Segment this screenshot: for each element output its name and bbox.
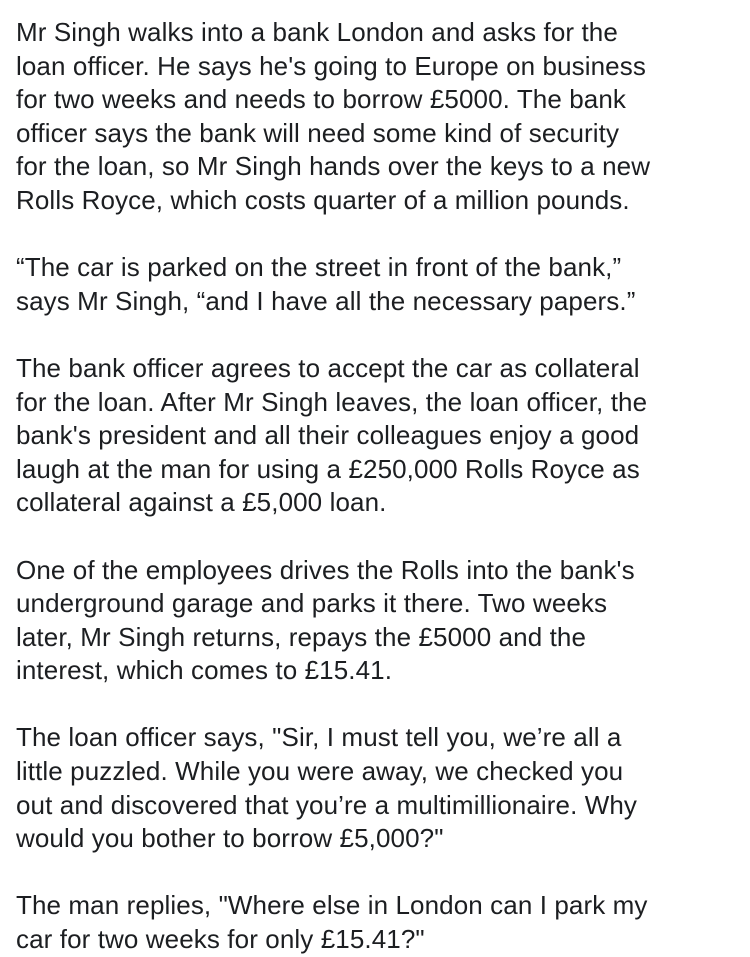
text-line: would you bother to borrow £5,000?" <box>16 823 444 854</box>
text-line: out and discovered that you’re a multimillionaire. Why <box>16 789 638 820</box>
text-line: collateral against a £5,000 loan. <box>16 487 387 518</box>
text-line: Rolls Royce, which costs quarter of a million pounds. <box>16 184 630 215</box>
text-line: interest, which comes to £15.41. <box>16 655 393 686</box>
text-line: later, Mr Singh returns, repays the £5000 and the <box>16 621 587 652</box>
text-line: One of the employees drives the Rolls into the bank's <box>16 554 635 585</box>
text-line: for the loan. After Mr Singh leaves, the loan officer, the <box>16 386 648 417</box>
text-line: The bank officer agrees to accept the car as collateral <box>16 352 640 383</box>
text-line: laugh at the man for using a £250,000 Rolls Royce as <box>16 453 640 484</box>
text-line: for two weeks and needs to borrow £5000. The bank <box>16 84 627 115</box>
paragraph-question <box>16 721 728 855</box>
text-line: bank's president and all their colleagues enjoy a good <box>16 420 640 451</box>
text-line: for the loan, so Mr Singh hands over the keys to a new <box>16 151 651 182</box>
text-line: “The car is parked on the street in front of the bank,” <box>16 252 622 283</box>
paragraph-intro <box>16 16 728 218</box>
text-line: Mr Singh walks into a bank London and asks for the <box>16 17 618 47</box>
paragraph-punchline <box>16 889 728 956</box>
text-line: underground garage and parks it there. Two weeks <box>16 588 608 619</box>
text-line: The man replies, "Where else in London can I park my <box>16 890 648 921</box>
text-line: officer says the bank will need some kind of security <box>16 117 620 148</box>
paragraph-collateral <box>16 352 728 520</box>
text-line: car for two weeks for only £15.41?" <box>16 924 425 955</box>
text-line: loan officer. He says he's going to Europe on business <box>16 50 646 81</box>
text-line: The loan officer says, "Sir, I must tell you, we’re all a <box>16 722 622 753</box>
paragraph-quote <box>16 251 728 318</box>
paragraph-return <box>16 554 728 688</box>
text-line: says Mr Singh, “and I have all the necessary papers.” <box>16 285 636 316</box>
text-line: little puzzled. While you were away, we checked you <box>16 756 624 787</box>
